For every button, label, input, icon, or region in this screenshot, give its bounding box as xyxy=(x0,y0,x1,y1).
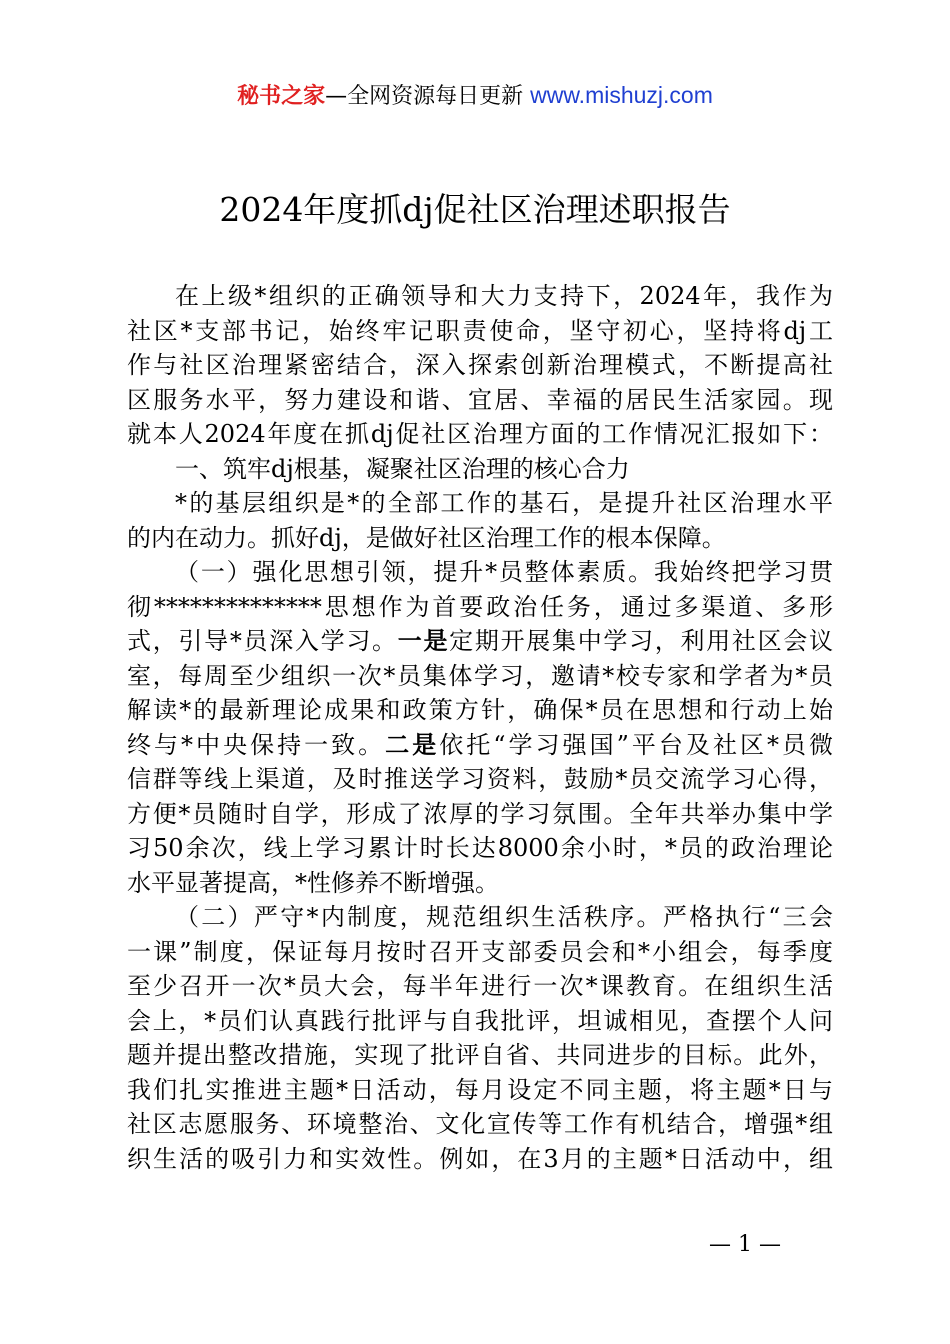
body-line xyxy=(127,624,833,659)
site-url-link[interactable]: www.mishuzj.com xyxy=(530,82,713,108)
body-line: 彻**************思想作为首要政治任务，通过多渠道、多形 xyxy=(127,592,833,621)
body-line: 区服务水平，努力建设和谐、宜居、幸福的居民生活家园。现 xyxy=(127,385,833,414)
body-line: 方便*员随时自学，形成了浓厚的学习氛围。全年共举办集中学 xyxy=(127,799,833,828)
body-line: 就本人2024年度在抓dj促社区治理方面的工作情况汇报如下： xyxy=(127,420,833,448)
body-line: （二）严守*内制度，规范组织生活秩序。严格执行“三会 xyxy=(175,903,833,931)
body-line: 解读*的最新理论成果和政策方针，确保*员在思想和行动上始 xyxy=(127,696,833,724)
site-slogan: —全网资源每日更新 xyxy=(325,84,524,109)
body-text-segment: 终与*中央保持一致。 xyxy=(127,730,386,759)
body-line: 题并提出整改措施，实现了批评自省、共同进步的目标。此外， xyxy=(127,1041,833,1069)
body-line: 织生活的吸引力和实效性。例如，在3月的主题*日活动中，组 xyxy=(127,1144,833,1173)
body-text-segment: 依托“学习强国”平台及社区*员微 xyxy=(439,730,834,759)
body-line: 室，每周至少组织一次*员集体学习，邀请*校专家和学者为*员 xyxy=(127,661,833,690)
document-title: 2024年度抓dj促社区治理述职报告 xyxy=(219,190,731,229)
body-line: 我们扎实推进主题*日活动，每月设定不同主题，将主题*日与 xyxy=(127,1075,833,1104)
page-number: — 1 — xyxy=(709,1232,781,1257)
body-line: 水平显著提高，*性修养不断增强。 xyxy=(127,868,499,897)
body-line: *的基层组织是*的全部工作的基石，是提升社区治理水平 xyxy=(175,489,833,517)
document-body xyxy=(127,279,833,1176)
body-line: 社区志愿服务、环境整治、文化宣传等工作有机结合，增强*组 xyxy=(127,1110,833,1138)
body-line: 一课”制度，保证每月按时召开支部委员会和*小组会，每季度 xyxy=(127,937,833,966)
section-heading: 一、筑牢dj根基，凝聚社区治理的核心合力 xyxy=(175,454,630,483)
body-line: 作与社区治理紧密结合，深入探索创新治理模式，不断提高社 xyxy=(127,351,833,379)
bold-marker: 二是 xyxy=(385,729,440,759)
body-line: 的内在动力。抓好dj，是做好社区治理工作的根本保障。 xyxy=(127,523,726,552)
body-line: 信群等线上渠道，及时推送学习资料，鼓励*员交流学习心得， xyxy=(127,765,833,793)
body-line: 习50余次，线上学习累计时长达8000余小时，*员的政治理论 xyxy=(127,834,833,862)
body-text-segment: 定期开展集中学习，利用社区会议 xyxy=(449,627,834,655)
body-line: 至少召开一次*员大会，每半年进行一次*课教育。在组织生活 xyxy=(127,972,833,1000)
body-line: （一）强化思想引领，提升*员整体素质。我始终把学习贯 xyxy=(175,558,833,586)
site-header xyxy=(0,80,950,112)
body-line: 社区*支部书记，始终牢记职责使命，坚守初心，坚持将dj工 xyxy=(127,316,833,345)
body-text-segment: 式，引导*员深入学习。 xyxy=(127,627,398,655)
bold-marker: 一是 xyxy=(397,626,450,655)
site-brand: 秘书之家 xyxy=(237,84,326,109)
body-line: 在上级*组织的正确领导和大力支持下，2024年，我作为 xyxy=(175,282,833,310)
body-line xyxy=(127,728,833,763)
body-line: 会上，*员们认真践行批评与自我批评，坦诚相见，查摆个人问 xyxy=(127,1006,833,1035)
